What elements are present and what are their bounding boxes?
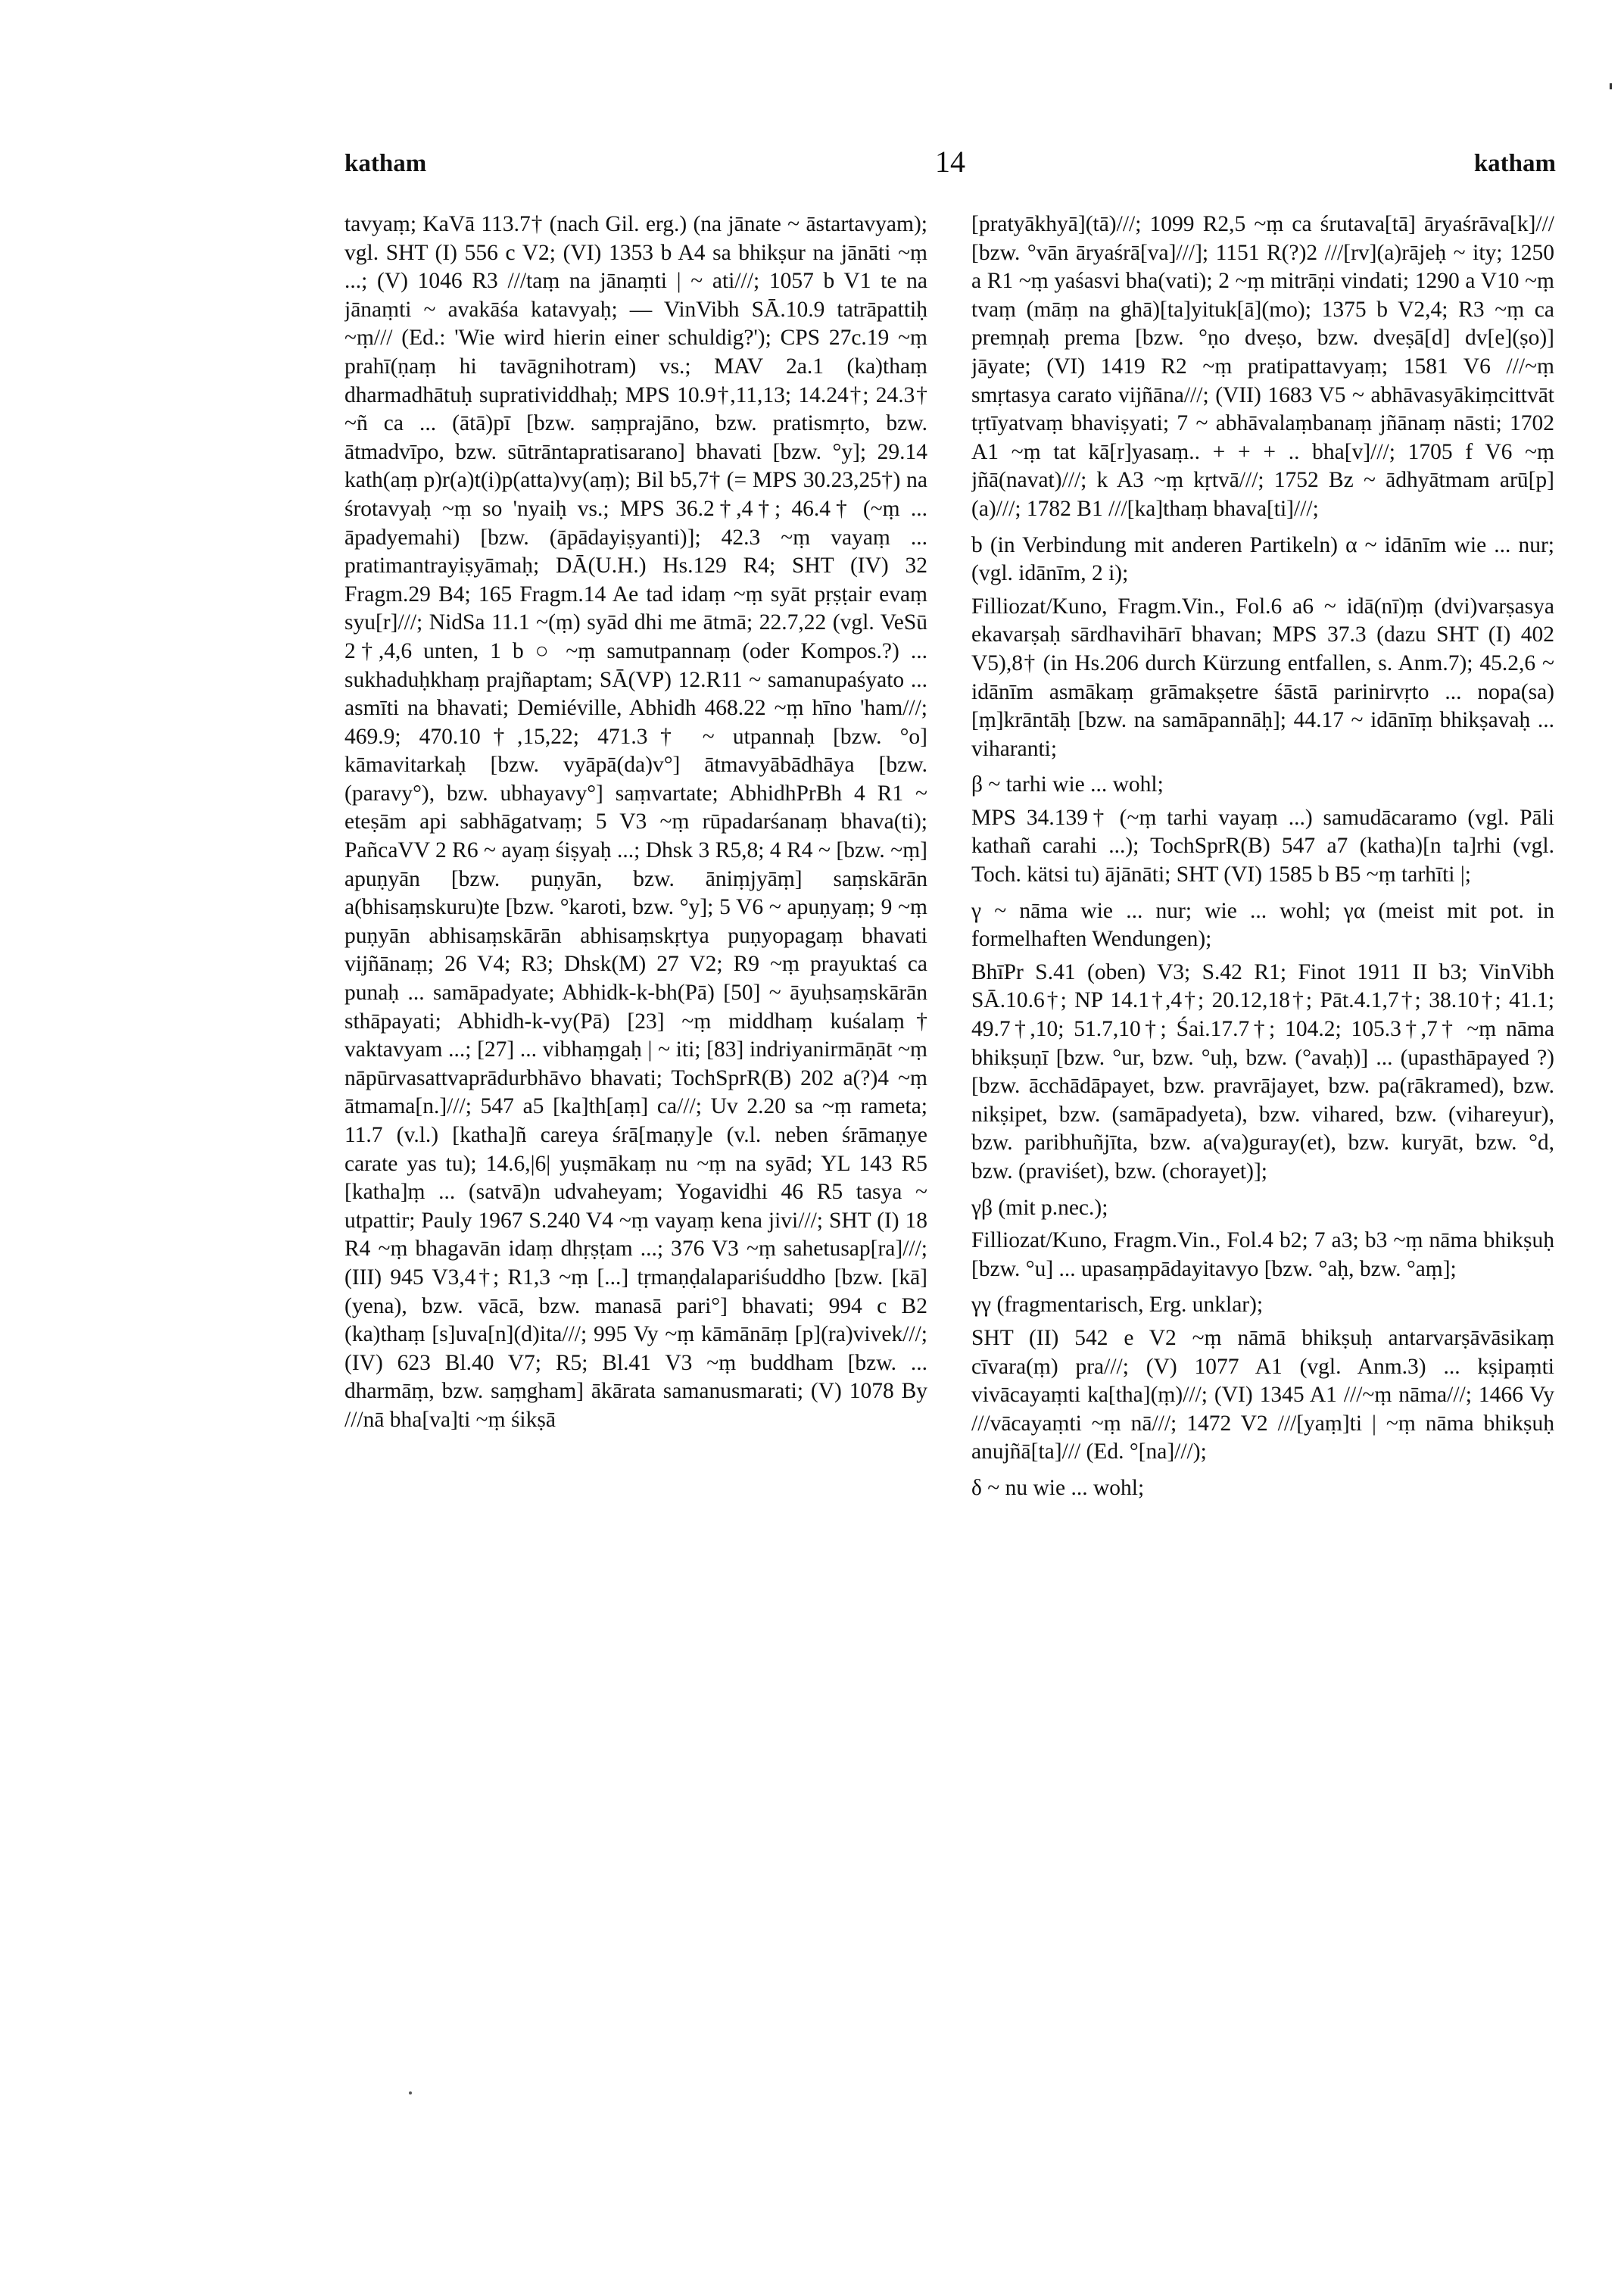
corner-mark xyxy=(1610,83,1612,89)
section-b-heading: b (in Verbindung mit anderen Partikeln) α ~ idānīm wie ... nur; (vgl. idānīm, 2 i); xyxy=(971,532,1554,586)
left-column xyxy=(344,211,927,2149)
header-headword-right: katham xyxy=(1473,150,1556,177)
section-delta-heading: δ ~ nu wie ... wohl; xyxy=(971,1475,1145,1500)
page-number: 14 xyxy=(935,145,965,179)
section-gammagamma-heading: γγ (fragmentarisch, Erg. unklar); xyxy=(971,1293,1264,1318)
section-gammagamma-text: SHT (II) 542 e V2 ~ṃ nāmā bhikṣuḥ antarvarṣāvāsikaṃ cīvara(ṃ) pra///; (V) 1077 A1 (vgl. Anm.3) ... kṣipaṃti vivācayaṃti ka[tha](ṃ)///; (VI) 1345 A1 ///~ṃ nāma///; 1466 Vy ///vācayaṃti ~ṃ nā///; 1472 V2 ///[yaṃ]ti | ~ṃ nāma bhikṣuḥ anujñā[ta]/// (Ed. °[na]///); xyxy=(971,1325,1554,1464)
header-headword-left: katham xyxy=(344,150,427,177)
speck xyxy=(409,2091,412,2094)
section-b-text: Filliozat/Kuno, Fragm.Vin., Fol.6 a6 ~ idā(nī)ṃ (dvi)varṣasya ekavarṣaḥ sārdhavihārī bhavan; MPS 37.3 (dazu SHT (I) 402 V5),8† (in Hs.206 durch Kürzung entfallen, s. Anm.7); 45.2,6 ~ idānīm asmākaṃ grāmakṣetre śāstā parinirvṛto ... nopa(sa)[ṃ]krāntāḥ [bzw. na samāpannāḥ]; 44.17 ~ idānīṃ bhikṣavaḥ ... viharanti; xyxy=(971,594,1554,761)
section-beta-heading: β ~ tarhi wie ... wohl; xyxy=(971,772,1164,797)
right-column xyxy=(971,211,1554,2149)
section-gamma-heading: γ ~ nāma wie ... nur; wie ... wohl; γα (meist mit pot. in formelhaften Wendungen); xyxy=(971,898,1554,952)
section-gammabeta-heading: γβ (mit p.nec.); xyxy=(971,1195,1108,1220)
section-beta-text: MPS 34.139† (~ṃ tarhi vayaṃ ...) samudācaramo (vgl. Pāli kathañ carahi ...); TochSprR(B) 547 a7 (katha)[n ta]rhi (vgl. Toch. kätsi tu) ājānāti; SHT (VI) 1585 b B5 ~ṃ tarhīti |; xyxy=(971,805,1554,887)
section-gammabeta-text: Filliozat/Kuno, Fragm.Vin., Fol.4 b2; 7 a3; b3 ~ṃ nāma bhikṣuḥ [bzw. °u] ... upasaṃpādayitavyo [bzw. °aḥ, bzw. °aṃ]; xyxy=(971,1228,1554,1281)
entry-continuation: [pratyākhyā](tā)///; 1099 R2,5 ~ṃ ca śrutava[tā] āryaśrāva[k]/// [bzw. °vān āryaśrā[va]///]; 1151 R(?)2 ///[rv](a)rājeḥ ~ ity; 1250 a R1 ~ṃ yaśasvi bha(vati); 2 ~ṃ mitrāṇi vindati; 1290 a V10 ~ṃ tvaṃ (māṃ na ghā)[ta]yituk[ā](mo); 1375 b V2,4; R3 ~ṃ ca premṇaḥ prema [bzw. °ṇo dveṣo, bzw. dveṣā[d] dv[e](ṣo)] jāyate; (VI) 1419 R2 ~ṃ pratipattavyaṃ; 1581 V6 ///~ṃ smṛtasya carato vijñāna///; (VII) 1683 V5 ~ abhāvasyākiṃcittvāt tṛtīyatvaṃ bhaviṣyati; 7 ~ abhāvalaṃbanaṃ jñānaṃ nāsti; 1702 A1 ~ṃ tat kā[r]yasaṃ.. + + + .. bha[v]///; 1705 f V6 ~ṃ jñā(navat)///; k A3 ~ṃ kṛtvā///; 1752 Bz ~ ādhyātmam arū[p](a)///; 1782 B1 ///[ka]thaṃ bhava[ti]///; xyxy=(971,212,1554,521)
entry-text: tavyaṃ; KaVā 113.7† (nach Gil. erg.) (na jānate ~ āstartavyam); vgl. SHT (I) 556 c V2; (VI) 1353 b A4 sa bhikṣur na jānāti ~ṃ ...; (V) 1046 R3 ///taṃ na jānaṃti | ~ ati///; 1057 b V1 te na jānaṃti ~ avakāśa katavyaḥ; — VinVibh SĀ.10.9 tatrāpattiḥ ~ṃ/// (Ed.: 'Wie wird hierin einer schuldig?'); CPS 27c.19 ~ṃ prahī(ṇaṃ hi tavāgnihotram) vs.; MAV 2a.1 (ka)thaṃ dharmadhātuḥ supratividdhaḥ; MPS 10.9†,11,13; 14.24†; 24.3† ~ñ ca ... (ātā)pī [bzw. saṃprajāno, bzw. pratismṛto, bzw. ātmadvīpo, bzw. sūtrāntapratisarano] bhavati [bzw. °y]; 29.14 kath(aṃ p)r(a)t(i)p(atta)vy(aṃ); Bil b5,7† (= MPS 30.23,25†) na śrotavyaḥ ~ṃ so 'nyaiḥ vs.; MPS 36.2†,4†; 46.4† (~ṃ ... āpadyemahi) [bzw. (āpādayiṣyanti)]; 42.3 ~ṃ vayaṃ ... pratimantrayiṣyāmaḥ; DĀ(U.H.) Hs.129 R4; SHT (IV) 32 Fragm.29 B4; 165 Fragm.14 Ae tad idaṃ ~ṃ syāt pṛṣṭair evaṃ syu[r]///; NidSa 11.1 ~(ṃ) syād dhi me ātmā; 22.7,22 (vgl. VeSū 2†,4,6 unten, 1 b ○ ~ṃ samutpannaṃ (oder Kompos.?) ... sukhaduḥkhaṃ prajñaptam; SĀ(VP) 12.R11 ~ samanupaśyato ... asmīti na bhavati; Demiéville, Abhidh 468.22 ~ṃ hīno 'ham///; 469.9; 470.10†,15,22; 471.3† ~ utpannaḥ [bzw. °o] kāmavitarkaḥ [bzw. vyāpā(da)v°] ātmavyābādhāya [bzw. (paravy°), bzw. ubhayavy°] saṃvartate; AbhidhPrBh 4 R1 ~ eteṣām api sabhāgatvaṃ; 5 V3 ~ṃ rūpadarśanaṃ bhava(ti); PañcaVV 2 R6 ~ ayaṃ śiṣyaḥ ...; Dhsk 3 R5,8; 4 R4 ~ [bzw. ~ṃ] apuṇyān [bzw. puṇyān, bzw. āniṃjyāṃ] saṃskārān a(bhisaṃskuru)te [bzw. °karoti, bzw. °y]; 5 V6 ~ apuṇyaṃ; 9 ~ṃ puṇyān abhisaṃskārān abhisaṃskṛtya puṇyopagaṃ bhavati vijñānaṃ; 26 V4; R3; Dhsk(M) 27 V2; R9 ~ṃ prayuktaś ca punaḥ ... samāpadyate; Abhidk-k-bh(Pā) [50] ~ āyuḥsaṃskārān sthāpayati; Abhidh-k-vy(Pā) [23] ~ṃ middhaṃ kuśalaṃ† vaktavyam ...; [27] ... vibhaṃgaḥ | ~ iti; [83] indriyanirmāṇāt ~ṃ nāpūrvasattvaprādurbhāvo bhavati; TochSprR(B) 202 a(?)4 ~ṃ ātmama[n.]///; 547 a5 [ka]th[aṃ] ca///; Uv 2.20 sa ~ṃ rameta; 11.7 (v.l.) [katha]ñ careya śrā[maṇy]e (v.l. neben śrāmaṇye carate yas tu); 14.6,|6| yuṣmākaṃ nu ~ṃ na syād; YL 143 R5 [katha]ṃ ... (satvā)n udvaheyam; Yogavidhi 46 R5 tasya ~ utpattir; Pauly 1967 S.240 V4 ~ṃ vayaṃ kena jivi///; SHT (I) 18 R4 ~ṃ bhagavān idaṃ dhṛṣṭam ...; 376 V3 ~ṃ sahetusap[ra]///; (III) 945 V3,4†; R1,3 ~ṃ [...] tṛmaṇḍalapariśuddho [bzw. [kā](yena), bzw. vācā, bzw. manasā pari°] bhavati; 994 c B2 (ka)thaṃ [s]uva[n](d)ita///; 995 Vy ~ṃ kāmānāṃ [p](ra)vivek///; (IV) 623 Bl.40 V7; R5; Bl.41 V3 ~ṃ buddham [bzw. ... dharmāṃ, bzw. saṃgham] ākārata samanusmarati; (V) 1078 By ///nā bha[va]ti ~ṃ śikṣā xyxy=(344,212,927,1432)
section-gamma-text: BhīPr S.41 (oben) V3; S.42 R1; Finot 1911 II b3; VinVibh SĀ.10.6†; NP 14.1†,4†; 20.12,18†; Pāt.4.1,7†; 38.10†; 41.1; 49.7†,10; 51.7,10†; Śai.17.7†; 104.2; 105.3†,7† ~ṃ nāma bhikṣuṇī [bzw. °ur, bzw. °uḥ, bzw. (°avaḥ)] ... (upasthāpayed ?) [bzw. ācchādāpayet, bzw. pravrājayet, bzw. pa(rākramed), bzw. nikṣipet, bzw. (samāpadyeta), bzw. vihared, bzw. (vihareyur), bzw. paribhuñjīta, bzw. a(va)guray(et), bzw. kuryāt, bzw. °d, bzw. (praviśet), bzw. (chorayet)]; xyxy=(971,959,1554,1184)
running-head xyxy=(344,145,1556,188)
